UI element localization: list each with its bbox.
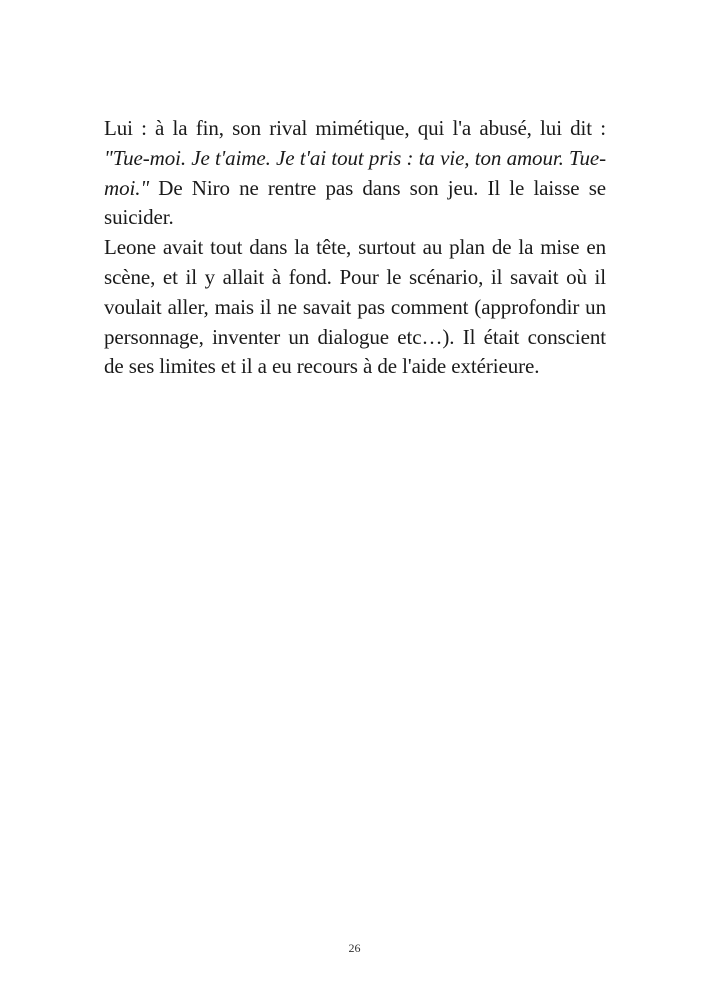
paragraph-1 bbox=[104, 114, 606, 233]
paragraph-1-text-end: De Niro ne rentre pas dans son jeu. Il le laisse se suicider. bbox=[104, 175, 606, 230]
page-number: 26 bbox=[348, 941, 361, 955]
paragraph-1-text: Lui : à la fin, son rival mimétique, qui l'a abusé, lui dit : bbox=[104, 116, 606, 140]
paragraph-2-text: Leone avait tout dans la tête, surtout au plan de la mise en scène, et il y allait à fond. Pour le scénario, il savait où il voulait aller, mais il ne savait pas comment (approfondir un personnage, inventer un dialogue etc…). Il était conscient de ses limites et il a eu recours à de l'aide extérieure. bbox=[104, 235, 606, 379]
paragraph-2 bbox=[104, 233, 606, 382]
body-text bbox=[104, 114, 606, 382]
italic-quote: "Tue-moi. Je t'aime. Je t'ai tout pris : ta vie, ton amour. Tue-moi." bbox=[104, 145, 606, 200]
